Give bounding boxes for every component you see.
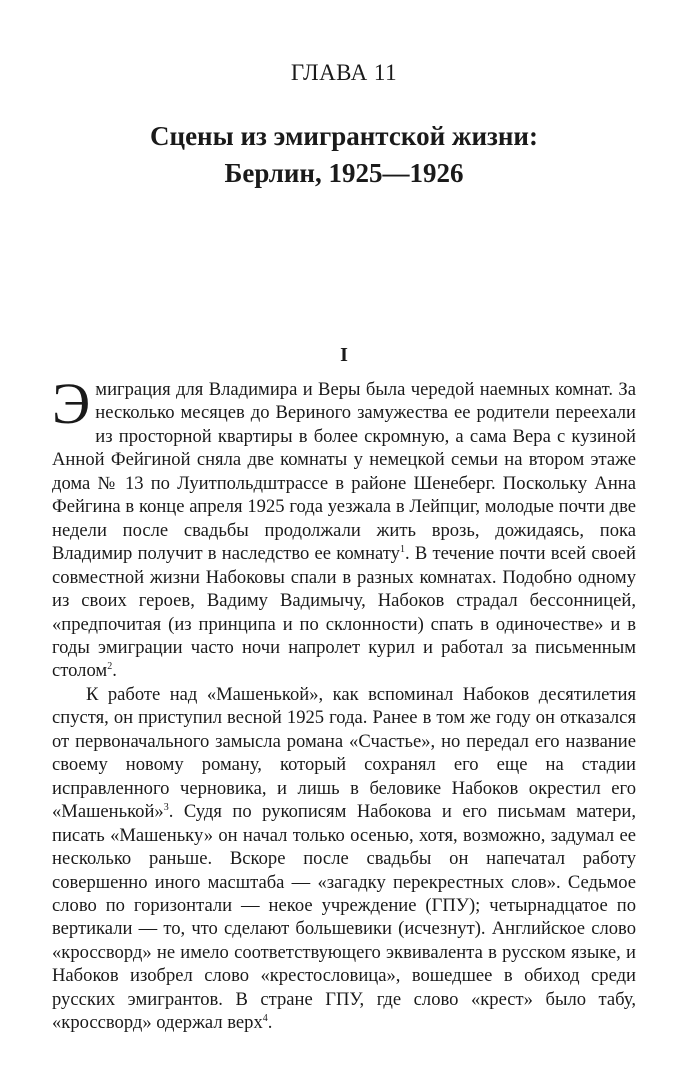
paragraph-1-text-c: .	[112, 660, 117, 682]
chapter-label: ГЛАВА 11	[290, 60, 398, 85]
chapter-title	[52, 118, 636, 192]
paragraph-2-text-a: К работе над «Машенькой», как вспоминал Набоков десятилетия спустя, он приступил весной 1925 года. Ранее в том же году он отказался от первоначального замысла романа «Счастье», но передал его название своему новому роману, который сохранял его еще на стадии исправленного черновика, и лишь в беловике Набоков окрестил его «Машенькой»	[52, 683, 636, 823]
body-text	[52, 371, 636, 1035]
paragraph-2	[52, 683, 636, 1035]
paragraph-1-text-a: миграция для Владимира и Веры была чередой наемных комнат. За несколько месяцев до Вериного замужества ее родители переехали из просторной квартиры в более скромную, а сама Вера с кузиной Анной Фейгиной сняла две комнаты у немецкой семьи на втором этаже дома № 13 по Луитпольдштрассе в районе Шенеберг. Поскольку Анна Фейгина в конце апреля 1925 года уезжала в Лейпциг, молодые почти две недели после свадьбы продолжали жить врозь, дожидаясь, пока Владимир получит в наследство ее комнату	[52, 379, 636, 565]
paragraph-1-text-b: . В течение почти всей своей совместной жизни Набоковы спали в разных комнатах. Подобно одному из своих героев, Вадиму Вадимычу, Набоков страдал бессонницей, «предпочитая (из принципа и по склонности) спать в одиночестве» и в годы эмиграции часто ночи напролет курил и работал за письменным столом	[52, 543, 636, 682]
paragraph-1	[52, 371, 636, 683]
paragraph-2-text-b: . Судя по рукописям Набокова и его письмам матери, писать «Машеньку» он начал только осенью, хотя, возможно, задумал ее несколько раньше. Вскоре после свадьбы он напечатал работу совершенно иного масштаба — «загадку перекрестных слов». Седьмое слово по горизонтали — некое учреждение (ГПУ); четырнадцатое по вертикали — то, что сделают большевики (исчезнут). Английское слово «кроссворд» не имело соответствующего эквивалента в русском языке, и Набоков изобрел слово «крестословица», вошедшее в обиход среди русских эмигрантов. В стране ГПУ, где слово «крест» было табу, «кроссворд» одержал верх	[52, 801, 636, 1034]
paragraph-2-text-c: .	[267, 1012, 273, 1034]
footnote-ref-4[interactable]: 4	[262, 1013, 268, 1025]
footnote-ref-1[interactable]: 1	[399, 543, 405, 555]
section-number: I	[340, 344, 348, 366]
footnote-ref-3[interactable]: 3	[163, 801, 169, 813]
footnote-ref-2[interactable]: 2	[107, 661, 113, 673]
drop-cap: Э	[52, 371, 91, 436]
chapter-title-line-2: Берлин, 1925—1926	[224, 158, 464, 188]
chapter-title-line-1: Сцены из эмигрантской жизни:	[150, 121, 538, 151]
